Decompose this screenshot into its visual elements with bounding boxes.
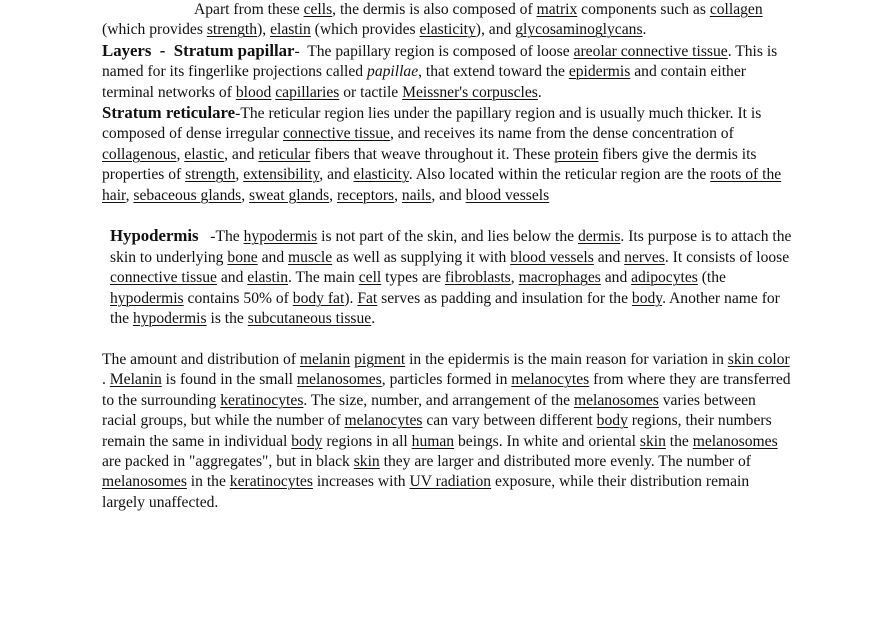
hyperlink[interactable]: melanocytes xyxy=(511,371,590,389)
hyperlink[interactable]: body xyxy=(596,412,628,430)
hyperlink[interactable]: pigment xyxy=(354,350,406,368)
text-run: . This is named for its fingerlike projections called xyxy=(102,42,778,81)
text-run: the xyxy=(665,432,693,450)
text-run: varies between racial groups, but while the number of xyxy=(102,391,756,430)
text-run: , xyxy=(394,186,402,204)
section-heading: Hypodermis xyxy=(110,226,199,246)
hyperlink[interactable]: elasticity xyxy=(419,21,476,39)
text-run: fibers give the dermis its properties of xyxy=(102,145,757,184)
text-run: types are xyxy=(381,269,445,287)
hyperlink[interactable]: melanosomes xyxy=(296,371,382,389)
text-run: . It consists of loose xyxy=(664,248,790,266)
hyperlink[interactable]: roots of the hair xyxy=(102,166,782,204)
text-run: (the xyxy=(697,269,726,287)
hyperlink[interactable]: cell xyxy=(358,269,382,287)
text-run: ), and xyxy=(475,21,516,39)
paragraph-stratum-papillare xyxy=(102,41,794,103)
text-run: , and xyxy=(431,186,466,204)
hyperlink[interactable]: Meissner's corpuscles xyxy=(402,83,538,101)
hyperlink[interactable]: blood vessels xyxy=(510,248,594,266)
hyperlink[interactable]: blood vessels xyxy=(465,186,550,204)
section-heading: Layers - Stratum papillar xyxy=(102,40,295,60)
text-run: . Another name for the xyxy=(110,289,780,328)
text-run: regions, their numbers remain the same in individual xyxy=(102,412,772,450)
hyperlink[interactable]: UV radiation xyxy=(409,473,492,491)
hyperlink[interactable]: melanocytes xyxy=(344,412,423,430)
section-heading: Stratum reticulare xyxy=(102,103,236,123)
hyperlink[interactable]: nails xyxy=(401,186,432,204)
hyperlink[interactable]: matrix xyxy=(536,1,578,18)
hyperlink[interactable]: muscle xyxy=(288,248,333,266)
text-run: components such as xyxy=(577,1,710,18)
text-run: serves as padding and insulation for the xyxy=(377,289,632,307)
hyperlink[interactable]: sweat glands xyxy=(249,186,330,204)
hyperlink[interactable]: adipocytes xyxy=(631,269,698,287)
text-run: , and xyxy=(224,145,259,163)
text-run: . xyxy=(537,83,542,101)
text-run: and xyxy=(593,248,625,266)
italic-term: papillae xyxy=(367,63,419,81)
text-run: , xyxy=(329,186,337,204)
text-run: in the xyxy=(186,473,230,491)
hyperlink[interactable]: elastic xyxy=(184,145,225,163)
hyperlink[interactable]: epidermis xyxy=(568,63,631,81)
paragraph-dermis-matrix xyxy=(102,0,794,41)
hyperlink[interactable]: collagenous xyxy=(102,145,177,163)
text-run: , that extend toward the xyxy=(418,63,569,81)
hyperlink[interactable]: extensibility xyxy=(243,166,320,184)
hyperlink[interactable]: keratinocytes xyxy=(220,391,304,409)
text-run: regions in all xyxy=(322,432,412,450)
hyperlink[interactable]: body xyxy=(291,432,323,450)
paragraph-hypodermis xyxy=(102,226,794,329)
text-run: Apart from these xyxy=(194,1,304,18)
text-run: . xyxy=(642,21,647,39)
hyperlink[interactable]: dermis xyxy=(577,228,621,246)
text-run: in the epidermis is the main reason for variation in xyxy=(405,350,728,368)
text-run: . The main xyxy=(288,269,359,287)
text-run: , xyxy=(176,145,185,163)
hyperlink[interactable]: protein xyxy=(554,145,599,163)
text-run: is not part of the skin, and lies below the xyxy=(317,228,578,246)
hyperlink[interactable]: connective tissue xyxy=(283,125,390,143)
text-run: , and receives its name from the dense concentration of xyxy=(389,125,734,143)
hyperlink[interactable]: reticular xyxy=(258,145,311,163)
text-run: , and xyxy=(319,166,354,184)
hyperlink[interactable]: body fat xyxy=(292,289,345,307)
text-run: as well as supplying it with xyxy=(332,248,511,266)
text-run: , xyxy=(510,269,519,287)
text-run: from where they are transferred to the surrounding xyxy=(102,371,791,409)
hyperlink[interactable]: elasticity xyxy=(353,166,409,184)
hyperlink[interactable]: Melanin xyxy=(109,371,162,389)
text-run: . Its purpose is to attach the skin to underlying xyxy=(110,228,792,266)
hyperlink[interactable]: glycosaminoglycans xyxy=(515,21,643,39)
hyperlink[interactable]: elastin xyxy=(247,269,288,287)
text-run: . Also located within the reticular region are the xyxy=(408,166,711,184)
text-run: , particles formed in xyxy=(381,371,512,389)
text-run: they are larger and distributed more evenly. The number of xyxy=(379,452,751,470)
text-run: -The reticular region lies under the papillary region and is usually much thicker. It is composed of dense irregular xyxy=(102,105,762,143)
paragraph-melanin xyxy=(102,350,794,513)
text-run: or tactile xyxy=(339,83,403,101)
text-run: -The xyxy=(198,228,244,246)
hyperlink[interactable]: hypodermis xyxy=(110,289,184,307)
text-run: is the xyxy=(206,310,248,328)
text-run: (which provides xyxy=(102,21,207,39)
text-run: and contain either terminal networks of xyxy=(102,63,746,101)
hyperlink[interactable]: strength xyxy=(185,166,236,184)
hyperlink[interactable]: collagen xyxy=(709,1,763,18)
text-run: . The size, number, and arrangement of the xyxy=(303,391,574,409)
hyperlink[interactable]: elastin xyxy=(270,21,311,39)
hyperlink[interactable]: blood xyxy=(235,83,272,101)
hyperlink[interactable]: keratinocytes xyxy=(229,473,313,491)
paragraph-spacer xyxy=(102,329,794,349)
hyperlink[interactable]: areolar connective tissue xyxy=(573,42,728,60)
text-run: can vary between different xyxy=(422,412,597,430)
text-run: and xyxy=(216,269,248,287)
text-run: beings. In white and oriental xyxy=(454,432,640,450)
text-run: . xyxy=(371,310,376,328)
text-run: exposure, while their distribution remain largely unaffected. xyxy=(102,473,750,511)
hyperlink[interactable]: macrophages xyxy=(518,269,601,287)
text-run: contains 50% of xyxy=(183,289,293,307)
hyperlink[interactable]: melanosomes xyxy=(692,432,778,450)
text-run: increases with xyxy=(312,473,410,491)
text-run: , xyxy=(125,186,134,204)
paragraph-stratum-reticulare xyxy=(102,103,794,206)
hyperlink[interactable]: fibroblasts xyxy=(444,269,511,287)
text-run: , xyxy=(235,166,244,184)
paragraph-spacer xyxy=(102,206,794,226)
hyperlink[interactable]: skin xyxy=(639,432,666,450)
hyperlink[interactable]: bone xyxy=(227,248,258,266)
text-run: is found in the small xyxy=(161,371,297,389)
text-run: (which provides xyxy=(310,21,420,39)
hyperlink[interactable]: skin xyxy=(353,452,380,470)
hyperlink[interactable]: subcutaneous tissue xyxy=(247,310,372,328)
text-run: ), xyxy=(257,21,271,39)
hyperlink[interactable]: hypodermis xyxy=(243,228,318,246)
text-run: The amount and distribution of xyxy=(102,350,300,368)
hyperlink[interactable]: connective tissue xyxy=(110,269,217,287)
hyperlink[interactable]: strength xyxy=(206,21,258,39)
hyperlink[interactable]: sebaceous glands xyxy=(133,186,242,204)
hyperlink[interactable]: melanin xyxy=(299,350,351,368)
hyperlink[interactable]: body xyxy=(631,289,663,307)
text-run: and xyxy=(600,269,632,287)
text-run: fibers that weave throughout it. These xyxy=(310,145,555,163)
hyperlink[interactable]: cells xyxy=(303,1,333,18)
text-run: and xyxy=(257,248,289,266)
hyperlink[interactable]: capillaries xyxy=(275,83,340,101)
text-run: , the dermis is also composed of xyxy=(332,1,537,18)
text-run: ). xyxy=(344,289,358,307)
text-run: . xyxy=(102,371,110,389)
hyperlink[interactable]: melanosomes xyxy=(573,391,659,409)
hyperlink[interactable]: skin color xyxy=(727,350,790,368)
text-run: , xyxy=(241,186,250,204)
hyperlink[interactable]: receptors xyxy=(336,186,395,204)
hyperlink[interactable]: hypodermis xyxy=(132,310,207,328)
text-run: - The papillary region is composed of loose xyxy=(294,42,574,60)
hyperlink[interactable]: Fat xyxy=(357,289,378,307)
hyperlink[interactable]: nerves xyxy=(624,248,665,266)
text-run: are packed in "aggregates", but in black xyxy=(102,452,354,470)
hyperlink[interactable]: melanosomes xyxy=(102,473,187,491)
document-page xyxy=(102,0,794,513)
hyperlink[interactable]: human xyxy=(411,432,455,450)
